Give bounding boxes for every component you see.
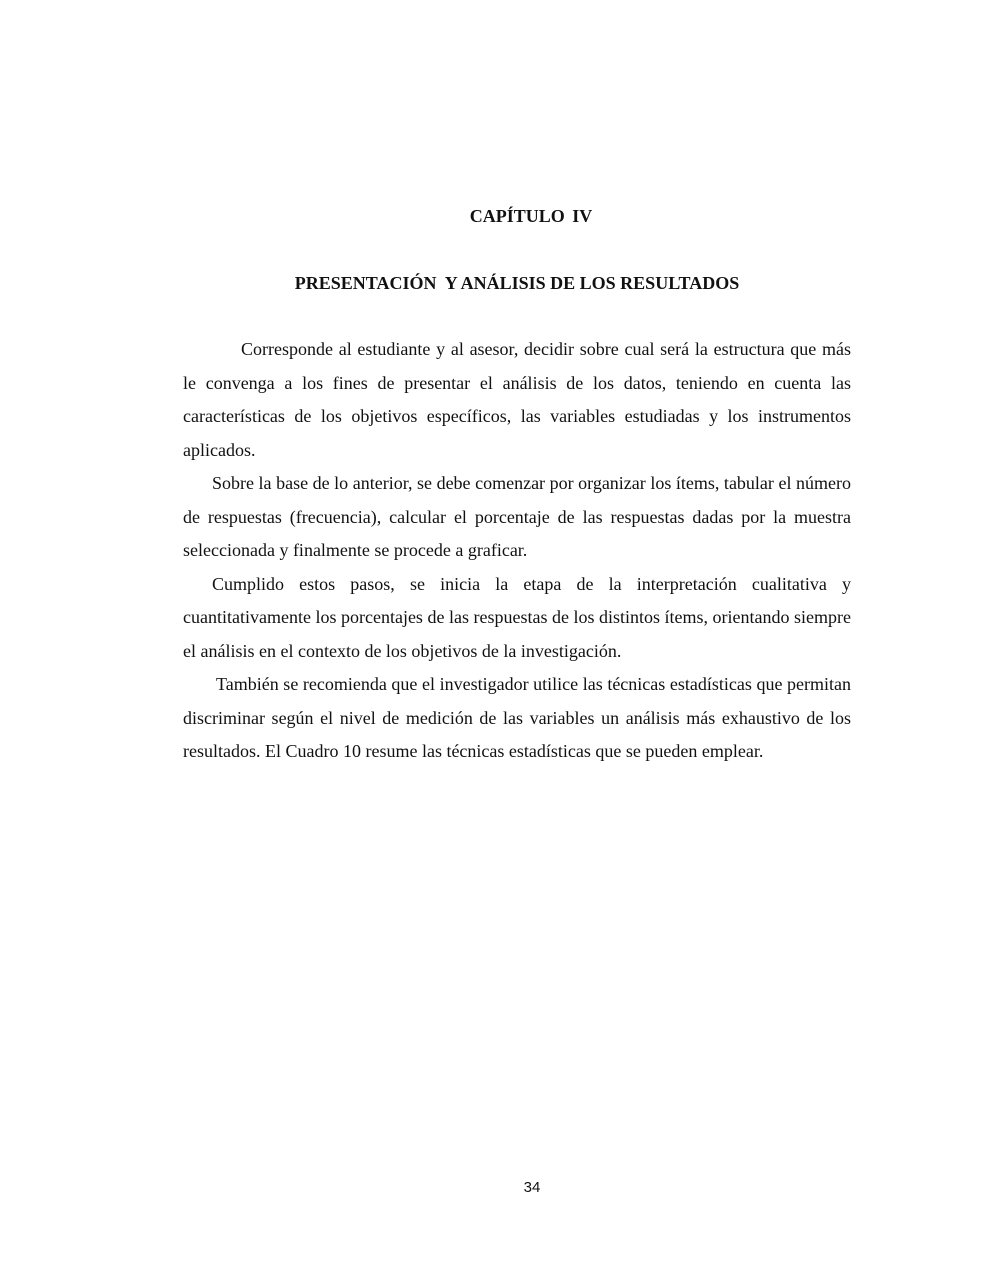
paragraph-1: Corresponde al estudiante y al asesor, decidir sobre cual será la estructura que más le convenga a los fines de presentar el análisis de los datos, teniendo en cuenta las características de los objetivos específicos, las variables estudiadas y los instrumentos aplicados. [183,339,851,460]
page-number: 34 [523,1179,541,1196]
chapter-title: CAPÍTULO IV [469,206,593,226]
paragraph-4: También se recomienda que el investigador utilice las técnicas estadísticas que permitan discriminar según el nivel de medición de las variables un análisis más exhaustivo de los resultados. El Cuadro 10 resume las técnicas estadísticas que se pueden emplear. [183,674,851,761]
section-title: PRESENTACIÓN Y ANÁLISIS DE LOS RESULTADOS [294,273,740,293]
paragraph-3: Cumplido estos pasos, se inicia la etapa de la interpretación cualitativa y cuantitativamente los porcentajes de las respuestas de los distintos ítems, orientando siempre el análisis en el contexto de los objetivos de la investigación. [183,573,851,661]
paragraph-2: Sobre la base de lo anterior, se debe comenzar por organizar los ítems, tabular el número de respuestas (frecuencia), calcular el porcentaje de las respuestas dadas por la muestra seleccionada y finalmente se procede a graficar. [183,473,851,560]
body-text [183,333,851,769]
